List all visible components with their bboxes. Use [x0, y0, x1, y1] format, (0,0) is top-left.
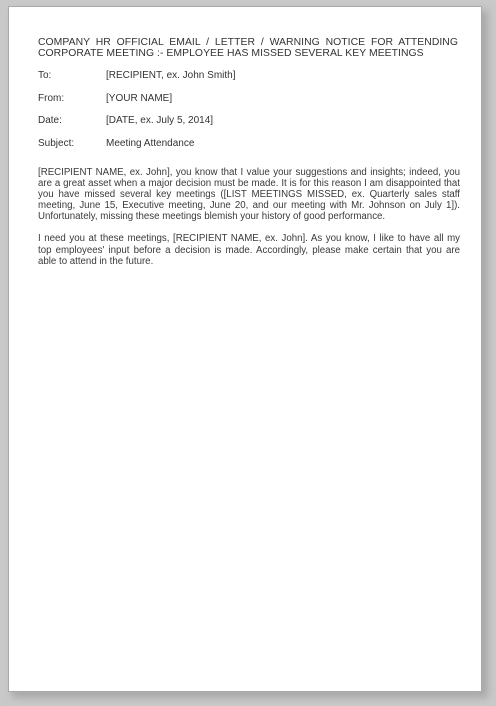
to-value: [RECIPIENT, ex. John Smith]	[106, 70, 236, 81]
to-field	[38, 70, 458, 93]
subject-label: Subject:	[38, 137, 75, 149]
from-field	[38, 93, 458, 116]
date-field	[38, 115, 458, 138]
document-page	[8, 6, 482, 692]
letter-header-fields	[38, 70, 458, 160]
subject-value: Meeting Attendance	[106, 137, 195, 149]
from-label: From:	[38, 92, 65, 104]
document-title: COMPANY HR OFFICIAL EMAIL / LETTER / WARNING NOTICE FOR ATTENDING CORPORATE MEETING :- EMPLOYEE HAS MISSED SEVERAL KEY MEETINGS	[38, 37, 458, 59]
body-paragraph-1: [RECIPIENT NAME, ex. John], you know that I value your suggestions and insights; indeed, you are a great asset when a major decision must be made. It is for this reason I am disappointed that you have missed several key meetings ([LIST MEETINGS MISSED, ex. Quarterly sales staff meeting, June 15, Executive meeting, June 20, and our meeting with Mr. Johnson on July 1]). Unfortunately, missing these meetings blemish your history of good performance.	[38, 167, 460, 223]
from-value: [YOUR NAME]	[106, 92, 173, 104]
date-label: Date:	[38, 115, 62, 126]
letter-body	[38, 167, 460, 278]
subject-field	[38, 138, 458, 161]
body-paragraph-2: I need you at these meetings, [RECIPIENT NAME, ex. John]. As you know, I like to have all my top employees' input before a decision is made. Accordingly, please make certain that you are able to attend in the future.	[38, 233, 460, 267]
to-label: To:	[38, 70, 52, 81]
date-value: [DATE, ex. July 5, 2014]	[106, 115, 214, 126]
